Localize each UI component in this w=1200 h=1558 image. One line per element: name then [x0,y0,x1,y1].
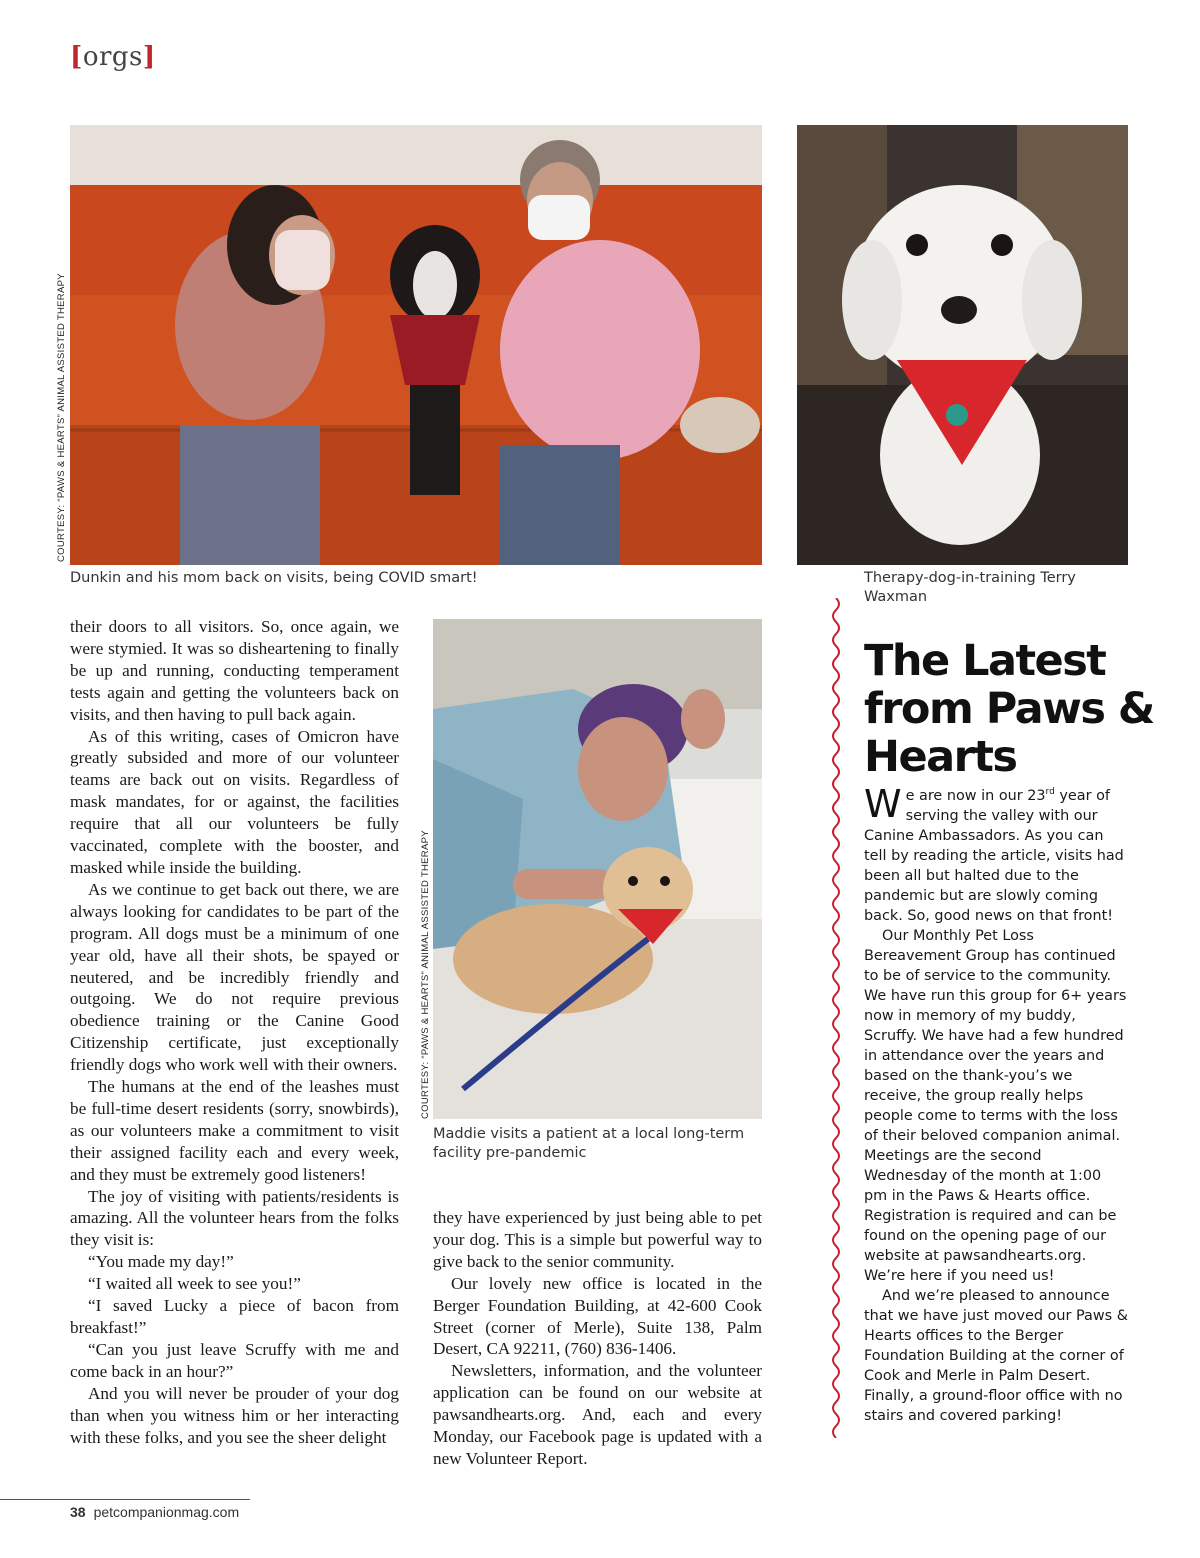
paragraph: Our lovely new office is located in the Berger Foundation Building, at 42-600 Cook Street (corner of Merle), Suite 138, Palm Desert, CA 92211, (760) 836-1406. [433,1273,762,1359]
sidebar-title: The Latest from Paws & Hearts [864,636,1154,782]
paragraph: And you will never be prouder of your dog than when you witness him or her interacting with these folks, and you see the sheer delight [70,1383,399,1447]
footer-rule [0,1499,250,1500]
ordinal-suffix: rd [1045,787,1055,798]
quote: “You made my day!” [88,1252,234,1272]
photo-credit-middle: COURTESY: “PAWS & HEARTS” ANIMAL ASSISTED THERAPY [420,830,431,1119]
bracket-close: ] [142,42,156,72]
caption-middle: Maddie visits a patient at a local long-term facility pre-pandemic [433,1126,745,1161]
sidebar-paragraph-3: And we’re pleased to announce that we have just moved our Paws & Hearts offices to the Berger Foundation Building at the corner of Cook and Merle in Palm Desert. Finally, a ground-floor office with no stairs and covered parking! [864,1288,1128,1424]
quote: “I waited all week to see you!” [88,1274,301,1294]
photo-patient-with-dog [433,619,762,1119]
page-number: 38 [70,1504,86,1520]
quote: “Can you just leave Scruffy with me and come back in an hour?” [70,1339,399,1381]
photo-credit-top: COURTESY: “PAWS & HEARTS” ANIMAL ASSISTED THERAPY [56,273,67,562]
sidebar-paragraph-2: Our Monthly Pet Loss Bereavement Group has continued to be of service to the community. We have run this group for 6+ years now in memory of my buddy, Scruffy. We have had a few hundred in attendance over the years and based on the thank-you’s we receive, the group really helps people come to terms with the loss of their beloved companion animal. Meetings are the second Wednesday of the month at 1:00 pm in the Paws & Hearts office. Registration is required and can be found on the opening page of our website at pawsandhearts.org. We’re here if you need us! [864,928,1127,1284]
paragraph: As of this writing, cases of Omicron have greatly subsided and more of our volunteer teams are back out on visits. Regardless of mask mandates, for or against, the facilities require that all our volunteers be fully vaccinated, complete with the booster, and masked while inside the building. [70,726,399,877]
footer [70,1504,239,1520]
photo-white-dog [797,125,1128,565]
paragraph: Newsletters, information, and the volunteer application can be found on our website at pawsandhearts.org. And, each and every Monday, our Facebook page is updated with a new Volunteer Report. [433,1361,762,1468]
quote: “I saved Lucky a piece of bacon from breakfast!” [70,1296,399,1337]
sidebar-body [864,782,1128,1426]
caption-top-right: Therapy-dog-in-training Terry Waxman [864,570,1076,605]
paragraph: The joy of visiting with patients/residents is amazing. All the volunteer hears from the folks they visit is: [70,1186,399,1250]
article-column-1 [70,616,399,1448]
section-tag [70,42,156,72]
wavy-divider [828,598,844,1438]
paragraph: As we continue to get back out there, we are always looking for candidates to be part of the program. All dogs must be a minimum of one year old, have all their shots, be spayed or neutered, and be incredibly friendly and outgoing. We do not require previous obedience training or the Canine Good Citizenship certificate, just exceptionally friendly dogs who work well with their owners. [70,879,399,1075]
section-name: orgs [82,42,143,72]
footer-site: petcompanionmag.com [93,1504,240,1520]
dropcap: W [864,782,902,826]
sidebar-paragraph-1 [864,782,1128,926]
sidebar-text: e are now in our 23 [905,788,1046,804]
paragraph: they have experienced by just being able to pet your dog. This is a simple but powerful way to give back to the senior community. [433,1208,762,1271]
article-column-2 [433,1207,762,1470]
paragraph: their doors to all visitors. So, once again, we were stymied. It was so disheartening to finally be up and running, conducting temperament tests again and getting the volunteers back on visits, and then having to pull back again. [70,617,399,724]
photo-women-with-dog [70,125,762,565]
sidebar-text: year of serving the valley with our Canine Ambassadors. As you can tell by reading the article, visits had been all but halted due to the pandemic but are slowly coming back. So, good news on that front! [864,788,1124,924]
caption-top-left: Dunkin and his mom back on visits, being COVID smart! [70,570,478,586]
bracket-open: [ [70,42,83,72]
paragraph: The humans at the end of the leashes must be full-time desert residents (sorry, snowbirds), as our volunteers make a commitment to visit their assigned facility each and every week, and they must be extremely good listeners! [70,1077,399,1184]
